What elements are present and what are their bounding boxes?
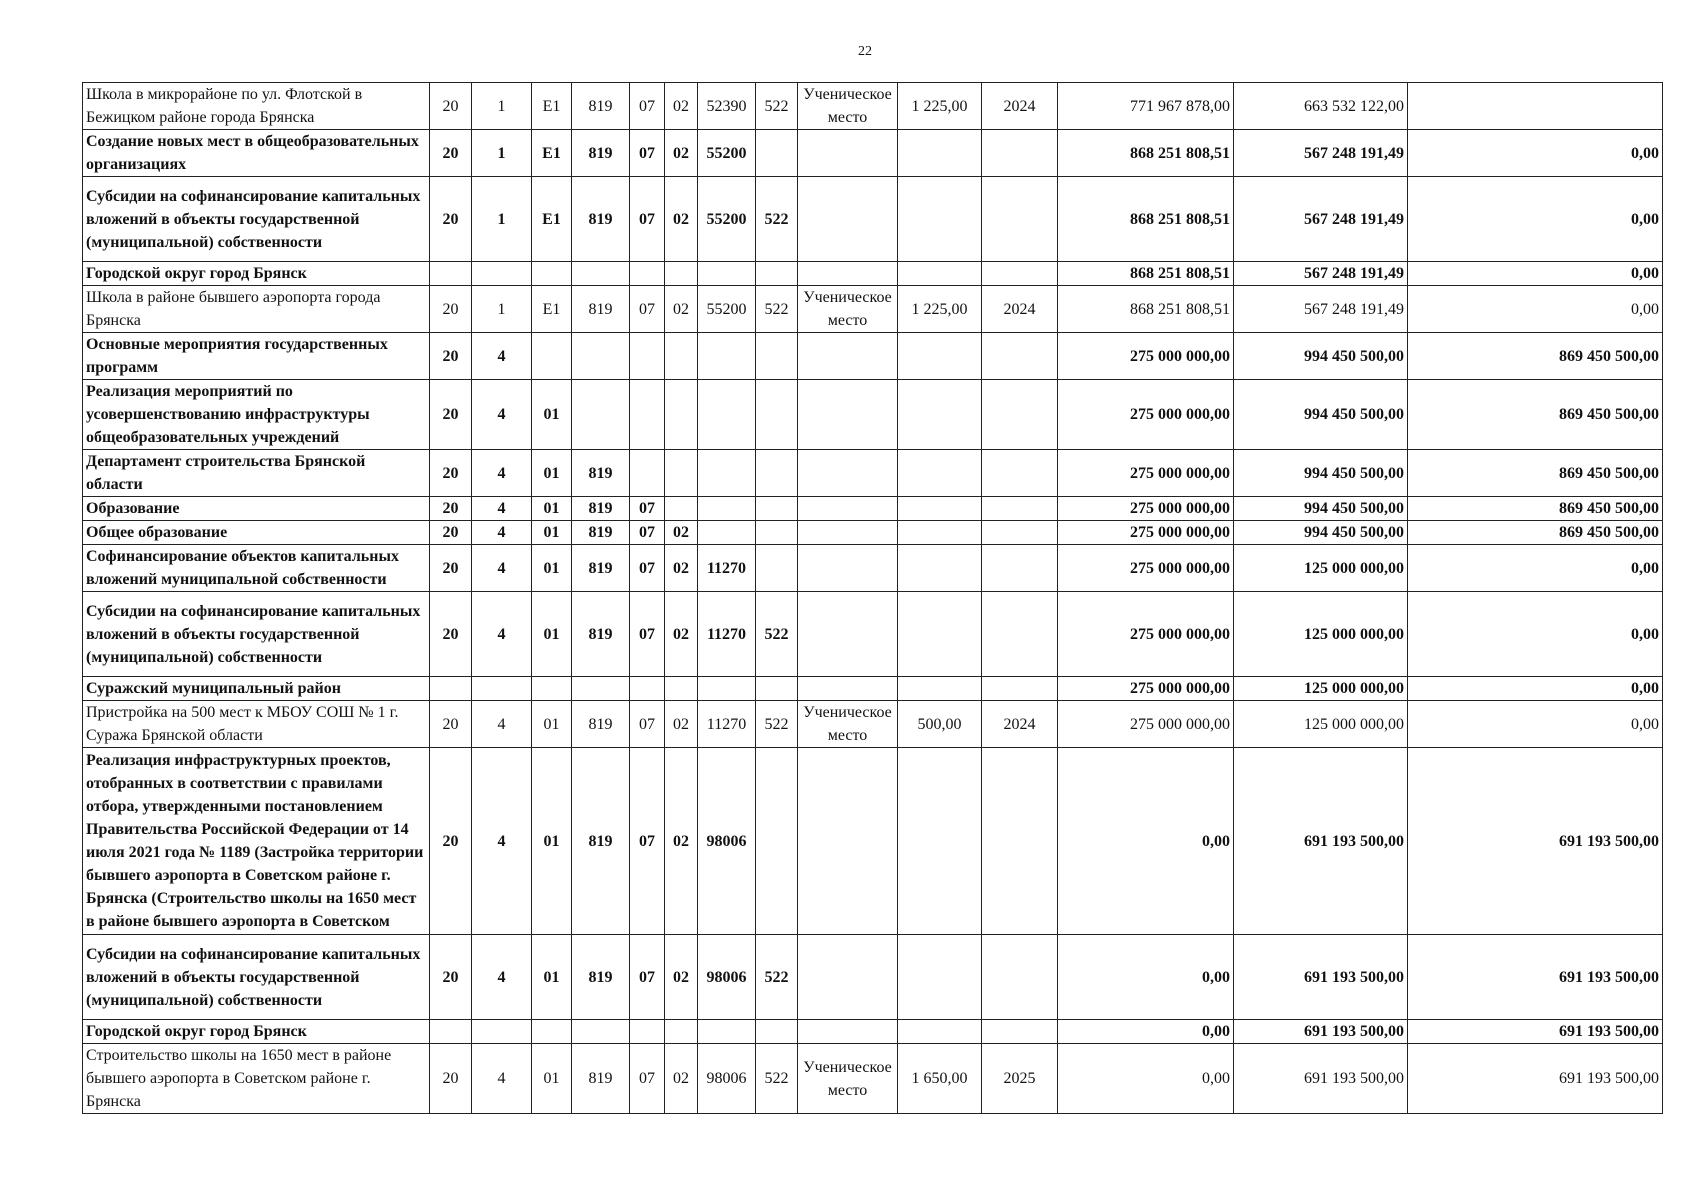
code-subsection (665, 333, 698, 380)
code-section: 07 (630, 130, 665, 177)
measure-unit: Ученическое место (798, 1044, 898, 1114)
code-program: 20 (430, 286, 472, 333)
table-row (83, 333, 1663, 380)
amount-year-1: 0,00 (1058, 1020, 1234, 1044)
capacity-value: 1 225,00 (898, 83, 982, 130)
code-direction (698, 497, 756, 521)
code-project (532, 333, 572, 380)
code-program: 20 (430, 333, 472, 380)
code-expense-type (756, 677, 798, 701)
code-subprogram (472, 677, 532, 701)
amount-year-3: 869 450 500,00 (1408, 450, 1663, 497)
code-department (572, 1020, 630, 1044)
row-name: Софинансирование объектов капитальных вложений муниципальной собственности (83, 545, 430, 592)
capacity-value: 1 225,00 (898, 286, 982, 333)
code-subprogram: 1 (472, 177, 532, 262)
amount-year-1: 275 000 000,00 (1058, 521, 1234, 545)
code-project (532, 1020, 572, 1044)
code-department: 819 (572, 592, 630, 677)
measure-unit (798, 380, 898, 450)
amount-year-2: 994 450 500,00 (1234, 521, 1408, 545)
code-department (572, 677, 630, 701)
table-row (83, 83, 1663, 130)
commissioning-year: 2024 (982, 286, 1058, 333)
capacity-value (898, 333, 982, 380)
code-direction (698, 521, 756, 545)
code-direction (698, 1020, 756, 1044)
code-program: 20 (430, 545, 472, 592)
row-name: Строительство школы на 1650 мест в районе бывшего аэропорта в Советском районе г. Брянска (83, 1044, 430, 1114)
code-project: 01 (532, 545, 572, 592)
code-project: 01 (532, 450, 572, 497)
amount-year-1: 275 000 000,00 (1058, 545, 1234, 592)
capacity-value (898, 592, 982, 677)
code-expense-type (756, 497, 798, 521)
amount-year-2: 663 532 122,00 (1234, 83, 1408, 130)
amount-year-1: 275 000 000,00 (1058, 677, 1234, 701)
code-section (630, 677, 665, 701)
code-direction: 11270 (698, 701, 756, 748)
measure-unit (798, 748, 898, 935)
table-row (83, 748, 1663, 935)
measure-unit (798, 333, 898, 380)
amount-year-2: 567 248 191,49 (1234, 286, 1408, 333)
row-name: Департамент строительства Брянской области (83, 450, 430, 497)
table-row (83, 701, 1663, 748)
code-department: 819 (572, 1044, 630, 1114)
code-expense-type (756, 521, 798, 545)
amount-year-3: 0,00 (1408, 262, 1663, 286)
table-row (83, 677, 1663, 701)
code-expense-type: 522 (756, 935, 798, 1020)
code-subsection: 02 (665, 286, 698, 333)
code-section: 07 (630, 286, 665, 333)
code-subsection (665, 450, 698, 497)
code-subsection: 02 (665, 935, 698, 1020)
code-expense-type (756, 380, 798, 450)
code-expense-type: 522 (756, 1044, 798, 1114)
code-project: 01 (532, 497, 572, 521)
amount-year-3: 0,00 (1408, 130, 1663, 177)
code-expense-type: 522 (756, 592, 798, 677)
code-section: 07 (630, 592, 665, 677)
code-department (572, 262, 630, 286)
code-program: 20 (430, 130, 472, 177)
code-project (532, 262, 572, 286)
capacity-value (898, 521, 982, 545)
amount-year-2: 994 450 500,00 (1234, 450, 1408, 497)
code-department: 819 (572, 450, 630, 497)
code-section: 07 (630, 935, 665, 1020)
code-department: 819 (572, 935, 630, 1020)
code-department: 819 (572, 497, 630, 521)
code-subprogram: 4 (472, 497, 532, 521)
amount-year-1: 275 000 000,00 (1058, 450, 1234, 497)
capacity-value (898, 935, 982, 1020)
page-number: 22 (858, 44, 872, 59)
measure-unit: Ученическое место (798, 701, 898, 748)
commissioning-year (982, 130, 1058, 177)
code-section (630, 1020, 665, 1044)
commissioning-year (982, 1020, 1058, 1044)
row-name: Реализация инфраструктурных проектов, отобранных в соответствии с правилами отбора, утвержденными постановлением Правительства Российской Федерации от 14 июля 2021 года № 1189 (Застройка территории бывшего аэропорта в Советском районе г. Брянска (Строительство школы на 1650 мест в районе бывшего аэропорта в Советском (83, 748, 430, 935)
commissioning-year (982, 935, 1058, 1020)
amount-year-3: 0,00 (1408, 701, 1663, 748)
code-section: 07 (630, 748, 665, 935)
code-department: 819 (572, 286, 630, 333)
code-direction (698, 450, 756, 497)
row-name: Основные мероприятия государственных программ (83, 333, 430, 380)
commissioning-year (982, 677, 1058, 701)
code-subsection: 02 (665, 1044, 698, 1114)
budget-table (82, 82, 1663, 1114)
code-department: 819 (572, 177, 630, 262)
measure-unit (798, 497, 898, 521)
amount-year-2: 691 193 500,00 (1234, 935, 1408, 1020)
amount-year-3: 691 193 500,00 (1408, 748, 1663, 935)
code-subsection (665, 677, 698, 701)
amount-year-3: 0,00 (1408, 177, 1663, 262)
capacity-value: 500,00 (898, 701, 982, 748)
commissioning-year (982, 333, 1058, 380)
code-subsection: 02 (665, 83, 698, 130)
table-row (83, 450, 1663, 497)
code-subprogram: 4 (472, 333, 532, 380)
code-project: Е1 (532, 286, 572, 333)
amount-year-2: 125 000 000,00 (1234, 701, 1408, 748)
code-department: 819 (572, 748, 630, 935)
code-project: Е1 (532, 83, 572, 130)
measure-unit (798, 592, 898, 677)
amount-year-1: 275 000 000,00 (1058, 497, 1234, 521)
code-subsection: 02 (665, 177, 698, 262)
code-subprogram: 4 (472, 1044, 532, 1114)
row-name: Пристройка на 500 мест к МБОУ СОШ № 1 г. Суража Брянской области (83, 701, 430, 748)
amount-year-3: 869 450 500,00 (1408, 333, 1663, 380)
code-program: 20 (430, 83, 472, 130)
code-subsection: 02 (665, 521, 698, 545)
commissioning-year (982, 450, 1058, 497)
row-name: Создание новых мест в общеобразовательных организациях (83, 130, 430, 177)
code-program: 20 (430, 592, 472, 677)
table-row (83, 545, 1663, 592)
code-program: 20 (430, 748, 472, 935)
amount-year-2: 994 450 500,00 (1234, 497, 1408, 521)
row-name: Школа в микрорайоне по ул. Флотской в Бежицком районе города Брянска (83, 83, 430, 130)
code-expense-type (756, 450, 798, 497)
measure-unit (798, 130, 898, 177)
amount-year-1: 0,00 (1058, 748, 1234, 935)
amount-year-3: 691 193 500,00 (1408, 1044, 1663, 1114)
code-subprogram: 4 (472, 521, 532, 545)
code-program: 20 (430, 1044, 472, 1114)
commissioning-year (982, 262, 1058, 286)
row-name: Субсидии на софинансирование капитальных вложений в объекты государственной (муниципальной) собственности (83, 935, 430, 1020)
code-expense-type: 522 (756, 177, 798, 262)
amount-year-2: 125 000 000,00 (1234, 592, 1408, 677)
amount-year-3: 691 193 500,00 (1408, 1020, 1663, 1044)
code-direction (698, 677, 756, 701)
code-section (630, 380, 665, 450)
commissioning-year (982, 748, 1058, 935)
code-project: 01 (532, 1044, 572, 1114)
amount-year-2: 567 248 191,49 (1234, 262, 1408, 286)
amount-year-1: 275 000 000,00 (1058, 333, 1234, 380)
capacity-value (898, 130, 982, 177)
code-project: Е1 (532, 177, 572, 262)
code-expense-type (756, 545, 798, 592)
code-department: 819 (572, 130, 630, 177)
code-subprogram: 1 (472, 286, 532, 333)
commissioning-year (982, 545, 1058, 592)
code-expense-type: 522 (756, 701, 798, 748)
code-expense-type (756, 1020, 798, 1044)
table-row (83, 130, 1663, 177)
code-subprogram: 1 (472, 130, 532, 177)
amount-year-2: 994 450 500,00 (1234, 380, 1408, 450)
code-subprogram: 4 (472, 935, 532, 1020)
code-section: 07 (630, 545, 665, 592)
code-direction: 55200 (698, 177, 756, 262)
amount-year-3 (1408, 83, 1663, 130)
amount-year-1: 771 967 878,00 (1058, 83, 1234, 130)
code-expense-type (756, 130, 798, 177)
row-name: Школа в районе бывшего аэропорта города Брянска (83, 286, 430, 333)
code-direction: 11270 (698, 592, 756, 677)
amount-year-1: 868 251 808,51 (1058, 262, 1234, 286)
code-subsection: 02 (665, 545, 698, 592)
capacity-value (898, 380, 982, 450)
code-direction: 55200 (698, 130, 756, 177)
code-section: 07 (630, 83, 665, 130)
measure-unit: Ученическое место (798, 83, 898, 130)
code-subprogram (472, 262, 532, 286)
table-row (83, 286, 1663, 333)
code-direction: 98006 (698, 935, 756, 1020)
code-program (430, 1020, 472, 1044)
amount-year-1: 868 251 808,51 (1058, 177, 1234, 262)
code-direction: 55200 (698, 286, 756, 333)
table-row (83, 262, 1663, 286)
row-name: Субсидии на софинансирование капитальных вложений в объекты государственной (муниципальной) собственности (83, 177, 430, 262)
measure-unit (798, 177, 898, 262)
code-project: 01 (532, 701, 572, 748)
code-program: 20 (430, 701, 472, 748)
amount-year-3: 0,00 (1408, 677, 1663, 701)
code-department (572, 380, 630, 450)
code-subsection: 02 (665, 130, 698, 177)
code-section: 07 (630, 521, 665, 545)
commissioning-year (982, 592, 1058, 677)
amount-year-1: 0,00 (1058, 935, 1234, 1020)
code-program (430, 262, 472, 286)
code-expense-type (756, 748, 798, 935)
amount-year-3: 869 450 500,00 (1408, 380, 1663, 450)
code-program: 20 (430, 521, 472, 545)
commissioning-year (982, 497, 1058, 521)
table-row (83, 935, 1663, 1020)
amount-year-3: 869 450 500,00 (1408, 497, 1663, 521)
capacity-value (898, 1020, 982, 1044)
code-program: 20 (430, 177, 472, 262)
code-expense-type (756, 262, 798, 286)
row-name: Реализация мероприятий по усовершенствованию инфраструктуры общеобразовательных учреждений (83, 380, 430, 450)
code-expense-type: 522 (756, 286, 798, 333)
code-project: 01 (532, 592, 572, 677)
measure-unit (798, 262, 898, 286)
code-subsection: 02 (665, 592, 698, 677)
amount-year-2: 691 193 500,00 (1234, 1020, 1408, 1044)
code-subprogram: 4 (472, 701, 532, 748)
commissioning-year: 2024 (982, 83, 1058, 130)
measure-unit (798, 521, 898, 545)
capacity-value (898, 497, 982, 521)
capacity-value (898, 748, 982, 935)
code-direction (698, 262, 756, 286)
code-direction: 98006 (698, 1044, 756, 1114)
code-department: 819 (572, 545, 630, 592)
code-program (430, 677, 472, 701)
amount-year-2: 567 248 191,49 (1234, 177, 1408, 262)
code-project: 01 (532, 380, 572, 450)
table-row (83, 380, 1663, 450)
code-section: 07 (630, 701, 665, 748)
amount-year-1: 868 251 808,51 (1058, 130, 1234, 177)
code-expense-type (756, 333, 798, 380)
amount-year-2: 125 000 000,00 (1234, 545, 1408, 592)
capacity-value (898, 177, 982, 262)
table-row (83, 521, 1663, 545)
code-direction (698, 380, 756, 450)
code-section (630, 450, 665, 497)
code-department: 819 (572, 701, 630, 748)
code-subsection: 02 (665, 701, 698, 748)
capacity-value (898, 262, 982, 286)
amount-year-3: 0,00 (1408, 592, 1663, 677)
code-project: 01 (532, 521, 572, 545)
code-section (630, 333, 665, 380)
code-section: 07 (630, 497, 665, 521)
capacity-value: 1 650,00 (898, 1044, 982, 1114)
code-subprogram: 4 (472, 450, 532, 497)
amount-year-1: 868 251 808,51 (1058, 286, 1234, 333)
row-name: Образование (83, 497, 430, 521)
code-subsection (665, 497, 698, 521)
commissioning-year: 2024 (982, 701, 1058, 748)
commissioning-year: 2025 (982, 1044, 1058, 1114)
code-project: Е1 (532, 130, 572, 177)
code-subprogram: 4 (472, 545, 532, 592)
amount-year-1: 275 000 000,00 (1058, 592, 1234, 677)
amount-year-2: 125 000 000,00 (1234, 677, 1408, 701)
measure-unit (798, 677, 898, 701)
amount-year-2: 994 450 500,00 (1234, 333, 1408, 380)
code-subprogram: 4 (472, 380, 532, 450)
commissioning-year (982, 521, 1058, 545)
measure-unit (798, 545, 898, 592)
row-name: Городской округ город Брянск (83, 1020, 430, 1044)
row-name: Общее образование (83, 521, 430, 545)
code-project (532, 677, 572, 701)
amount-year-1: 0,00 (1058, 1044, 1234, 1114)
amount-year-2: 691 193 500,00 (1234, 1044, 1408, 1114)
code-direction (698, 333, 756, 380)
amount-year-3: 0,00 (1408, 545, 1663, 592)
amount-year-3: 0,00 (1408, 286, 1663, 333)
capacity-value (898, 545, 982, 592)
code-section: 07 (630, 1044, 665, 1114)
row-name: Городской округ город Брянск (83, 262, 430, 286)
table-row (83, 592, 1663, 677)
code-department: 819 (572, 83, 630, 130)
measure-unit: Ученическое место (798, 286, 898, 333)
code-section (630, 262, 665, 286)
code-subprogram (472, 1020, 532, 1044)
code-department: 819 (572, 521, 630, 545)
code-direction: 98006 (698, 748, 756, 935)
code-direction: 52390 (698, 83, 756, 130)
code-subsection (665, 380, 698, 450)
code-program: 20 (430, 497, 472, 521)
amount-year-1: 275 000 000,00 (1058, 701, 1234, 748)
table-row (83, 1044, 1663, 1114)
code-program: 20 (430, 450, 472, 497)
measure-unit (798, 450, 898, 497)
code-subsection (665, 1020, 698, 1044)
commissioning-year (982, 177, 1058, 262)
code-direction: 11270 (698, 545, 756, 592)
code-subprogram: 4 (472, 748, 532, 935)
table-row (83, 497, 1663, 521)
code-subsection: 02 (665, 748, 698, 935)
amount-year-1: 275 000 000,00 (1058, 380, 1234, 450)
code-program: 20 (430, 935, 472, 1020)
code-department (572, 333, 630, 380)
code-subprogram: 4 (472, 592, 532, 677)
table-row (83, 177, 1663, 262)
table-row (83, 1020, 1663, 1044)
commissioning-year (982, 380, 1058, 450)
row-name: Суражский муниципальный район (83, 677, 430, 701)
code-project: 01 (532, 935, 572, 1020)
measure-unit (798, 935, 898, 1020)
row-name: Субсидии на софинансирование капитальных вложений в объекты государственной (муниципальной) собственности (83, 592, 430, 677)
amount-year-3: 869 450 500,00 (1408, 521, 1663, 545)
code-project: 01 (532, 748, 572, 935)
code-subprogram: 1 (472, 83, 532, 130)
capacity-value (898, 450, 982, 497)
code-expense-type: 522 (756, 83, 798, 130)
code-section: 07 (630, 177, 665, 262)
code-subsection (665, 262, 698, 286)
measure-unit (798, 1020, 898, 1044)
code-program: 20 (430, 380, 472, 450)
amount-year-2: 691 193 500,00 (1234, 748, 1408, 935)
amount-year-2: 567 248 191,49 (1234, 130, 1408, 177)
amount-year-3: 691 193 500,00 (1408, 935, 1663, 1020)
capacity-value (898, 677, 982, 701)
